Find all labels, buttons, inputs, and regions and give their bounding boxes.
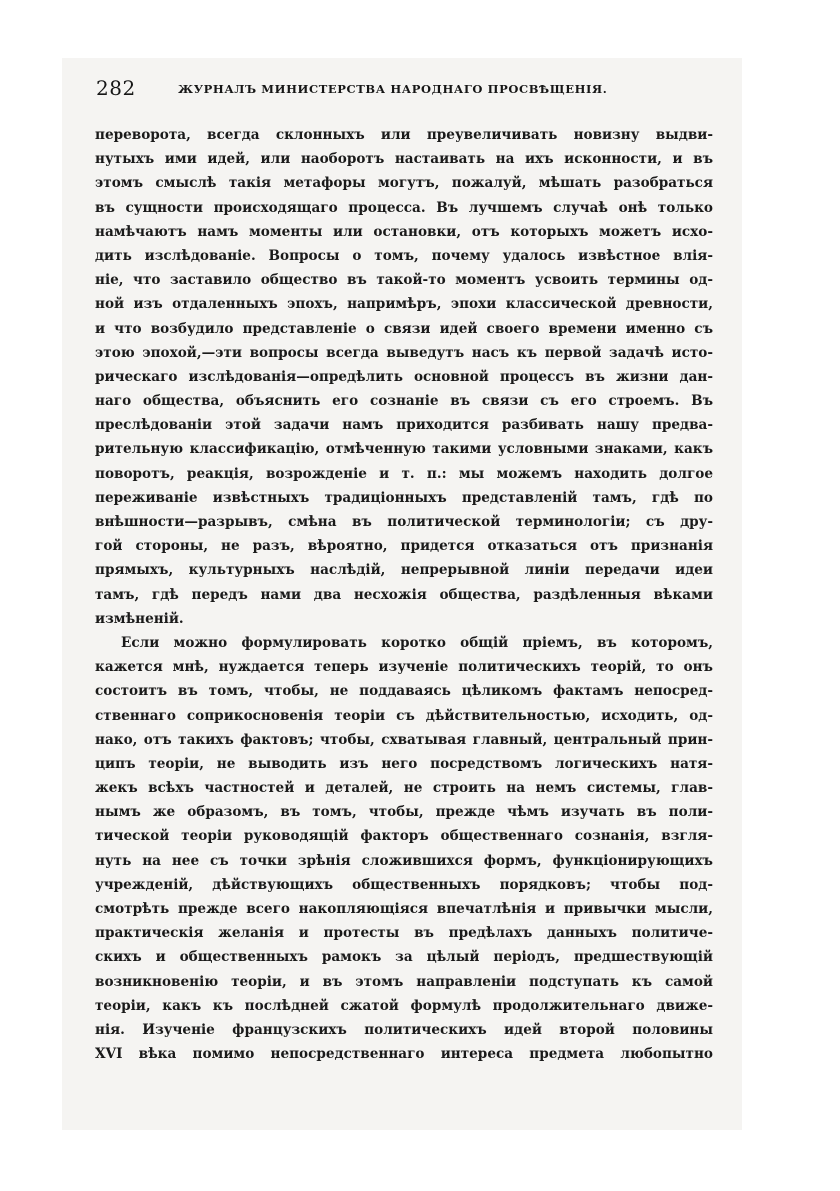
text-line: дить изслѣдованіе. Вопросы о томъ, почему удалось извѣстное влія-	[95, 247, 713, 264]
paragraph-2	[95, 631, 713, 1066]
text-line: нако, отъ такихъ фактовъ; чтобы, схватывая главный, центральный прин-	[95, 731, 713, 748]
text-line: гой стороны, не разъ, вѣроятно, придется отказаться отъ признанія	[95, 538, 713, 555]
text-line: XVI вѣка помимо непосредственнаго интереса предмета любопытно	[95, 1046, 713, 1063]
paragraph-1	[95, 123, 713, 631]
text-line: рическаго изслѣдованія—опредѣлить основной процессъ въ жизни дан-	[95, 368, 713, 385]
text-line: ственнаго соприкосновенія теоріи съ дѣйствительностью, исходить, од-	[95, 707, 713, 724]
text-line: внѣшности—разрывъ, смѣна въ политической терминологіи; съ дру-	[95, 514, 713, 530]
text-line: возникновенію теоріи, и въ этомъ направленіи подступать къ самой	[95, 973, 713, 990]
text-line: ной изъ отдаленныхъ эпохъ, напримѣръ, эпохи классической древности,	[95, 296, 713, 313]
text-line: ципъ теоріи, не выводить изъ него посредствомъ логическихъ натя-	[95, 755, 713, 772]
text-line: наго общества, объяснить его сознаніе въ связи съ его строемъ. Въ	[95, 393, 713, 410]
text-line: тамъ, гдѣ передъ нами два несхожія общества, раздѣленныя вѣками	[95, 586, 713, 603]
text-line: смотрѣть прежде всего накопляющіяся впечатлѣнія и привычки мысли,	[95, 901, 713, 917]
running-title: ЖУРНАЛЪ МИНИСТЕРСТВА НАРОДНАГО ПРОСВѢЩЕНІЯ.	[178, 82, 608, 96]
text-line: практическія желанія и протесты въ предѣлахъ данныхъ политиче-	[95, 925, 713, 942]
page-header	[96, 74, 724, 104]
text-line: и что возбудило представленіе о связи идей своего времени именно съ	[95, 320, 713, 337]
text-line: нія. Изученіе французскихъ политическихъ идей второй половины	[95, 1021, 713, 1038]
text-line: поворотъ, реакція, возрожденіе и т. п.: мы можемъ находить долгое	[95, 465, 713, 482]
text-line: рительную классификацію, отмѣченную такими условными знаками, какъ	[95, 441, 713, 458]
text-line: теоріи, какъ къ послѣдней сжатой формулѣ продолжительнаго движе-	[95, 997, 713, 1014]
text-line: тической теоріи руководящій факторъ общественнаго сознанія, взгля-	[95, 828, 713, 845]
text-line: кажется мнѣ, нуждается теперь изученіе политическихъ теорій, то онъ	[95, 659, 713, 676]
text-line: намѣчаютъ намъ моменты или остановки, отъ которыхъ можетъ исхо-	[95, 223, 713, 240]
text-line: нутыхъ ими идей, или наоборотъ настаивать на ихъ исконности, и въ	[95, 151, 713, 168]
text-line: скихъ и общественныхъ рамокъ за цѣлый періодъ, предшествующій	[95, 949, 713, 966]
text-line: нуть на нее съ точки зрѣнія сложившихся формъ, функціонирующихъ	[95, 852, 713, 869]
text-line: жекъ всѣхъ частностей и деталей, не строить на немъ системы, глав-	[95, 780, 713, 797]
text-line: ніе, что заставило общество въ такой-то моментъ усвоить термины од-	[95, 272, 713, 289]
text-line: переворота, всегда склонныхъ или преувеличивать новизну выдви-	[95, 127, 713, 143]
page-number: 282	[96, 76, 136, 100]
text-line: прямыхъ, культурныхъ наслѣдій, непрерывной линіи передачи идеи	[95, 562, 713, 579]
text-line: учрежденій, дѣйствующихъ общественныхъ порядковъ; чтобы под-	[95, 876, 713, 893]
body-text	[95, 123, 713, 1066]
text-line: переживаніе извѣстныхъ традиціонныхъ представленій тамъ, гдѣ по	[95, 489, 713, 506]
text-line: этомъ смыслѣ такія метафоры могутъ, пожалуй, мѣшать разобраться	[95, 175, 713, 192]
text-line: нымъ же образомъ, въ томъ, чтобы, прежде чѣмъ изучать въ поли-	[95, 804, 713, 821]
text-line: состоитъ въ томъ, чтобы, не поддаваясь цѣликомъ фактамъ непосред-	[95, 683, 713, 700]
text-line: Если можно формулировать коротко общій пріемъ, въ которомъ,	[121, 634, 713, 651]
text-line: преслѣдованіи этой задачи намъ приходится разбивать нашу предва-	[95, 417, 713, 434]
text-line: этою эпохой,—эти вопросы всегда выведутъ насъ къ первой задачѣ исто-	[95, 344, 713, 361]
text-line: въ сущности происходящаго процесса. Въ лучшемъ случаѣ онѣ только	[95, 199, 713, 216]
text-line: измѣненій.	[95, 610, 184, 627]
